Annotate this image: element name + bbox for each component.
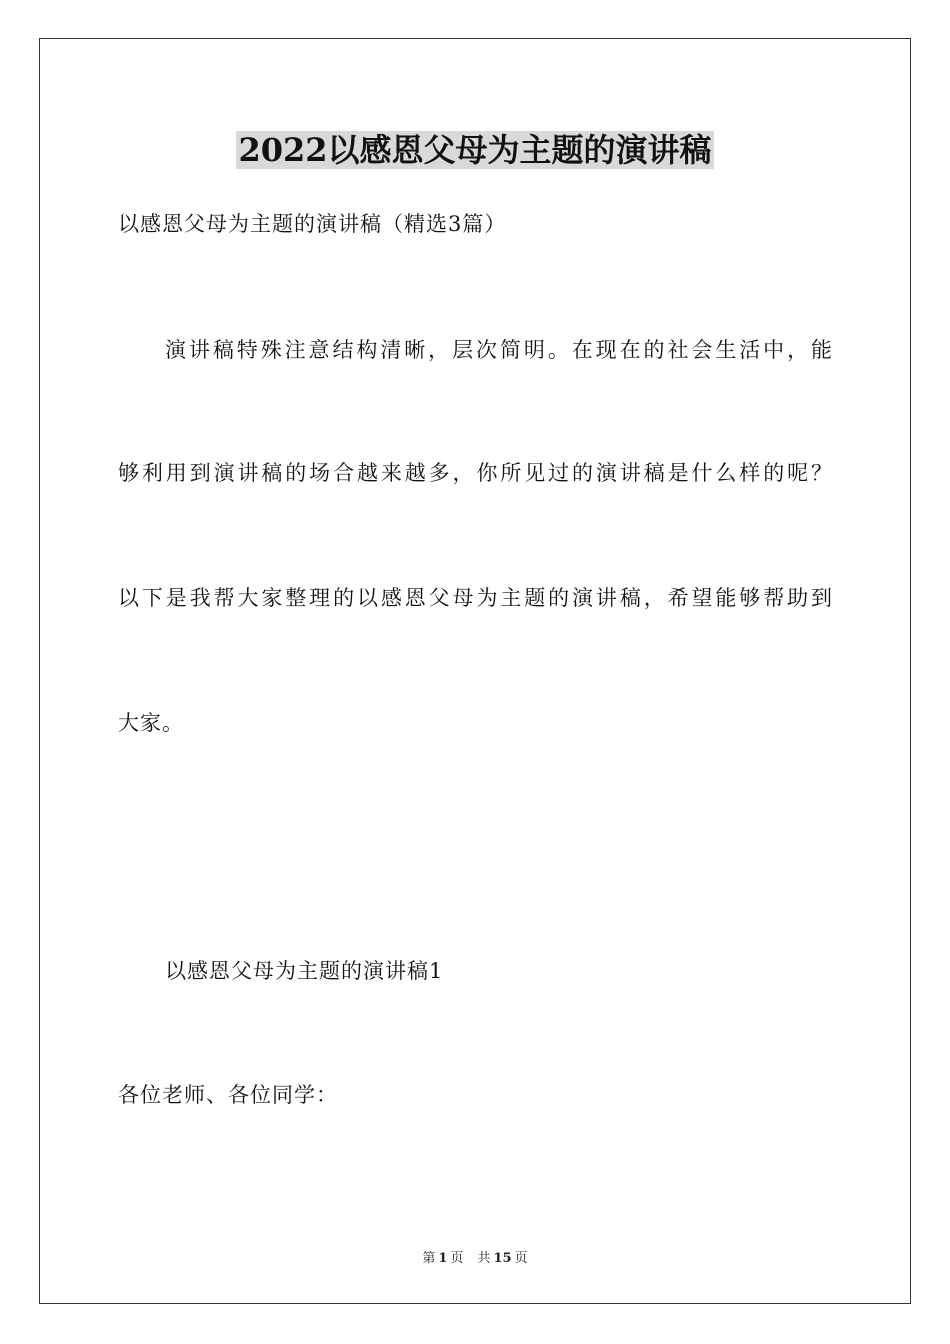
salutation: 各位老师、各位同学： [118,1083,338,1107]
footer-page-suffix: 页 [450,1251,464,1266]
footer-page-prefix: 第 [422,1251,436,1266]
intro-paragraph-line-2: 够利用到演讲稿的场合越来越多，你所见过的演讲稿是什么样的呢？ [118,461,832,485]
page-footer [0,1250,950,1268]
intro-paragraph-line-3: 以下是我帮大家整理的以感恩父母为主题的演讲稿，希望能够帮助到 [118,586,832,610]
document-title [0,126,950,174]
footer-page-number: 1 [438,1251,448,1266]
section-heading: 以感恩父母为主题的演讲稿1 [165,959,444,983]
document-title-text: 2022以感恩父母为主题的演讲稿 [238,131,712,169]
footer-total-pages: 15 [493,1251,512,1266]
intro-paragraph-line-1: 演讲稿特殊注意结构清晰，层次简明。在现在的社会生活中，能 [165,338,832,362]
footer-total-prefix: 共 [477,1251,491,1266]
intro-paragraph-line-4: 大家。 [118,711,184,735]
footer-total-suffix: 页 [514,1251,528,1266]
subtitle-line: 以感恩父母为主题的演讲稿（精选3篇） [118,212,507,236]
